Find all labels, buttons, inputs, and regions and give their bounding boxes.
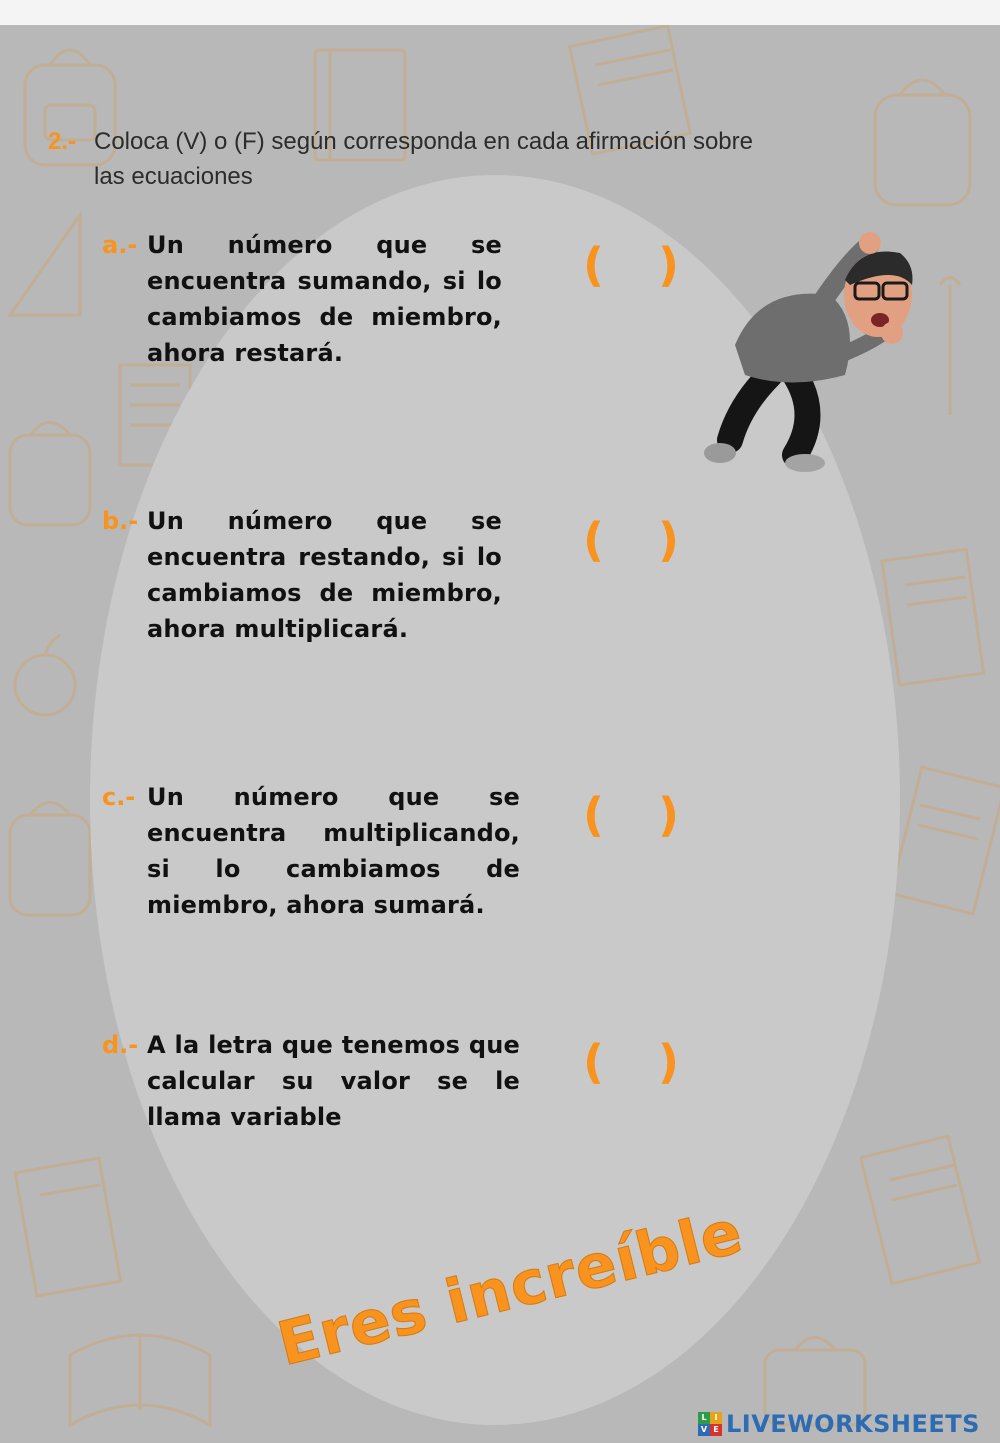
- ruler-doodle-icon: [0, 205, 90, 325]
- backpack-doodle-icon-2: [860, 65, 990, 215]
- question-letter: b.-: [102, 507, 139, 535]
- paper-doodle-icon-4: [860, 1135, 990, 1295]
- open-paren: (: [583, 788, 605, 842]
- question-d: [102, 1027, 520, 1135]
- open-paren: (: [583, 513, 605, 567]
- question-a: [102, 227, 502, 371]
- question-text: Un número que se encuentra sumando, si lo cambiamos de miembro, ahora restará.: [147, 231, 502, 367]
- open-paren: (: [583, 238, 605, 292]
- close-paren: ): [657, 238, 679, 292]
- question-c: [102, 779, 520, 923]
- answer-box-d: [583, 1032, 679, 1092]
- question-text: A la letra que tenemos que calcular su valor se le llama variable: [147, 1031, 520, 1131]
- answer-box-c: [583, 785, 679, 845]
- instruction: [48, 124, 768, 194]
- book-doodle-icon-2: [60, 1315, 220, 1443]
- question-b: [102, 503, 502, 647]
- liveworksheets-icon: [698, 1412, 722, 1436]
- close-paren: ): [657, 1035, 679, 1089]
- liveworksheets-logo[interactable]: [698, 1408, 980, 1440]
- answer-input-d[interactable]: [609, 1040, 657, 1082]
- answer-input-a[interactable]: [609, 243, 657, 285]
- close-paren: ): [657, 513, 679, 567]
- question-text: Un número que se encuentra restando, si lo cambiamos de miembro, ahora multiplicará.: [147, 507, 502, 643]
- apple-doodle-icon: [0, 585, 90, 735]
- paper-doodle-icon-3: [10, 1155, 130, 1305]
- open-paren: (: [583, 1035, 605, 1089]
- question-letter: c.-: [102, 783, 136, 811]
- notebook-doodle-icon-2: [890, 765, 1000, 925]
- answer-input-b[interactable]: [609, 518, 657, 560]
- paper-doodle-icon-2: [880, 545, 990, 695]
- bag-doodle-icon: [0, 405, 100, 535]
- closing-message-text: Eres increíble: [271, 1196, 750, 1380]
- question-letter: d.-: [102, 1031, 139, 1059]
- bag-doodle-icon-2: [0, 785, 100, 935]
- brand-name: LIVEWORKSHEETS: [726, 1410, 980, 1438]
- top-doodle-strip: [0, 0, 1000, 25]
- question-text: Un número que se encuentra multiplicando, si lo cambiamos de miembro, ahora sumará.: [147, 783, 520, 919]
- closing-message: [271, 1196, 752, 1380]
- worried-avatar-icon: [700, 225, 925, 475]
- brand-icon-letter: I: [710, 1412, 722, 1424]
- instruction-number: 2.-: [48, 128, 77, 155]
- brand-icon-letter: V: [698, 1424, 710, 1436]
- instruction-text: Coloca (V) o (F) según corresponda en cada afirmación sobre las ecuaciones: [94, 128, 753, 190]
- question-letter: a.-: [102, 231, 138, 259]
- answer-box-b: [583, 510, 679, 570]
- brand-icon-letter: L: [698, 1412, 710, 1424]
- answer-box-a: [583, 235, 679, 295]
- answer-input-c[interactable]: [609, 793, 657, 835]
- brand-icon-letter: E: [710, 1424, 722, 1436]
- close-paren: ): [657, 788, 679, 842]
